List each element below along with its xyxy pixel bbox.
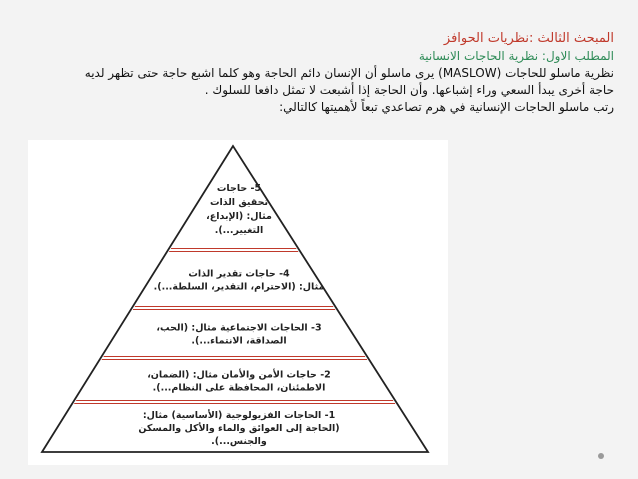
maslow-pyramid-image xyxy=(28,140,448,465)
subsection-title: المطلب الاول: نظرية الحاجات الانسانية xyxy=(418,49,614,63)
slide-bullet-dot xyxy=(598,453,604,459)
pyramid-level-5-line-1: 5- حاجات xyxy=(216,183,262,194)
pyramid-level-1-line-1: 1- الحاجات الفزيولوجية (الأساسية) مثال: xyxy=(142,410,336,421)
pyramid-level-4-line-2: مثال: (الاحترام، التقدير، السلطة...). xyxy=(153,281,325,293)
pyramid-level-5-line-3: مثال: (الإبداع، xyxy=(206,211,272,222)
pyramid-level-2-line-2: الاطمئنان، المحافظة على النظام...). xyxy=(152,382,326,394)
section-title: المبحث الثالث :نظريات الحوافز xyxy=(443,31,614,46)
pyramid-level-5-line-2: تحقيق الذات xyxy=(209,197,269,208)
slide-text xyxy=(24,30,614,116)
paragraph-line-2: حاجة أخرى يبدأ السعي وراء إشباعها. وأن الحاجة إذا أشبعت لا تمثل دافعا للسلوك . xyxy=(204,83,614,97)
pyramid-level-1-line-2: (الحاجة إلى العوائق والماء والأكل والمسكن xyxy=(138,423,340,434)
pyramid-level-1-line-3: والجنس...). xyxy=(211,436,267,447)
pyramid-level-3-line-1: 3- الحاجات الاجتماعية مثال: (الحب، xyxy=(156,322,322,334)
pyramid-level-5-line-4: التغيير...). xyxy=(214,225,264,236)
maslow-pyramid xyxy=(28,140,448,465)
pyramid-level-4-line-1: 4- حاجات تقدير الذات xyxy=(188,268,290,280)
pyramid-level-2-line-1: 2- حاجات الأمن والأمان مثال: (الضمان، xyxy=(147,369,331,381)
paragraph-line-1: نظرية ماسلو للحاجات (MASLOW) يرى ماسلو أن الإنسان دائم الحاجة وهو كلما اشبع حاجة حتى تظهر لديه xyxy=(84,66,614,80)
paragraph-line-3: رتب ماسلو الحاجات الإنسانية في هرم تصاعدي تبعاً لأهميتها كالتالي: xyxy=(279,100,614,114)
pyramid-level-3-line-2: الصداقة، الانتماء...). xyxy=(191,335,287,347)
